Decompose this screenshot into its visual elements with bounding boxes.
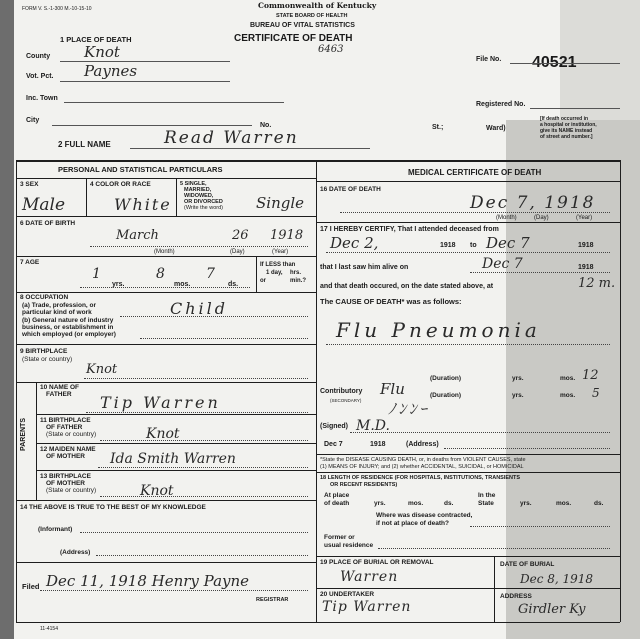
age-mos-label: mos. <box>174 281 191 288</box>
burial-date-label: DATE OF BURIAL <box>500 561 555 568</box>
father-birthplace-1: 11 BIRTHPLACE <box>40 417 91 424</box>
occupation-b3: which employed (or employer) <box>22 331 116 338</box>
undertaker-label: 20 UNDERTAKER <box>320 591 375 598</box>
county-label: County <box>26 53 51 60</box>
occupation-b2: business, or establishment in <box>22 324 114 331</box>
dod-month-caption: (Month) <box>496 215 517 221</box>
race-value: White <box>114 195 172 214</box>
file-number: 40521 <box>532 54 577 71</box>
dob-month: March <box>116 228 159 243</box>
hospital-note-2: a hospital or institution, <box>540 122 597 128</box>
contracted-label-1: Where was disease contracted, <box>376 512 473 519</box>
father-value: Tip Warren <box>100 393 221 412</box>
former-residence-label-1: Former or <box>324 534 355 541</box>
vot-pct-label: Vot. Pct. <box>26 73 54 80</box>
cause-note-1: *State the DISEASE CAUSING DEATH, or, in deaths from VIOLENT CAUSES, state <box>320 457 526 463</box>
marital-label-2: MARRIED, <box>184 187 212 193</box>
occupation-a2: particular kind of work <box>22 309 92 316</box>
place-of-death-label: 1 PLACE OF DEATH <box>60 35 132 44</box>
attend-to-year: 1918 <box>578 242 594 249</box>
residence-label-2: OR RECENT RESIDENTS) <box>330 482 398 488</box>
hospital-note-3: give its NAME instead <box>540 128 593 134</box>
burial-date-value: Dec 8, 1918 <box>520 572 594 586</box>
vot-pct-value: Paynes <box>84 62 138 80</box>
dod-year-caption: (Year) <box>576 215 593 221</box>
last-saw-label: that I last saw him alive on <box>320 264 409 271</box>
state-mos-label: mos. <box>556 500 572 507</box>
certificate-title: CERTIFICATE OF DEATH <box>234 33 353 44</box>
father-birthplace-value: Knot <box>146 426 180 442</box>
age-years: 1 <box>92 266 101 282</box>
contributory-label: Contributory <box>320 388 363 395</box>
registration-stamp: 6463 <box>318 44 344 55</box>
bureau-title: BUREAU OF VITAL STATISTICS <box>250 22 355 29</box>
signed-label: (Signed) <box>320 423 348 430</box>
age-label: 7 AGE <box>20 259 40 266</box>
birthplace-sub: (State or country) <box>22 356 73 363</box>
last-saw-value: Dec 7 <box>482 256 523 272</box>
physician-signature-flourish: ﾉﾝﾝｰ <box>388 400 431 418</box>
informant-label: (Informant) <box>38 526 73 533</box>
medical-heading: MEDICAL CERTIFICATE OF DEATH <box>408 168 542 177</box>
death-occurred-label: and that death occured, on the date stated above, at <box>320 283 494 290</box>
scan-edge-left <box>0 0 14 639</box>
footer-code: 11-4154 <box>40 626 58 632</box>
true-statement-label: 14 THE ABOVE IS TRUE TO THE BEST OF MY KNOWLEDGE <box>20 504 206 511</box>
age-yrs-label: yrs. <box>112 281 125 288</box>
contributory-yrs-label: yrs. <box>512 392 524 399</box>
certificate-date: Dec 7 <box>324 441 343 448</box>
cause-duration-mos: 12 <box>582 368 599 383</box>
undertaker-address-value: Girdler Ky <box>518 602 586 617</box>
dob-day: 26 <box>232 228 249 243</box>
full-name-value: Read Warren <box>164 128 299 148</box>
mother-birthplace-value: Knot <box>140 483 174 499</box>
certificate-year: 1918 <box>370 441 386 448</box>
burial-place-value: Warren <box>340 569 399 585</box>
no-label: No. <box>260 122 272 129</box>
dob-label: 6 DATE OF BIRTH <box>20 220 76 227</box>
undertaker-value: Tip Warren <box>322 599 412 615</box>
age-less-3: hrs. <box>290 270 302 276</box>
sex-label: 3 SEX <box>20 181 39 188</box>
marital-label-4: OR DIVORCED <box>184 199 223 205</box>
hospital-note-1: [If death occurred in <box>540 116 589 122</box>
contributory-mos-label: mos. <box>560 392 576 399</box>
dob-year-caption: (Year) <box>272 249 289 255</box>
age-ds-label: ds. <box>228 281 239 288</box>
occupation-b1: (b) General nature of industry <box>22 317 114 324</box>
age-days: 7 <box>206 266 215 282</box>
state-label: State <box>478 500 494 507</box>
registered-no-label: Registered No. <box>476 101 526 108</box>
father-label-2: FATHER <box>46 391 72 398</box>
cause-duration-label: (Duration) <box>430 375 462 382</box>
filed-label: Filed <box>22 582 40 591</box>
physician-address-label: (Address) <box>406 441 439 448</box>
age-less-5: min.? <box>290 278 306 284</box>
signed-value: M.D. <box>356 418 390 434</box>
residence-mos-label: mos. <box>408 500 424 507</box>
date-of-death-label: 16 DATE OF DEATH <box>320 186 381 193</box>
hospital-note-4: of street and number.] <box>540 134 593 140</box>
secondary-label: (SECONDARY) <box>330 398 362 403</box>
father-label-1: 10 NAME OF <box>40 384 80 391</box>
registrar-label: REGISTRAR <box>256 597 289 603</box>
attend-from-value: Dec 2, <box>330 234 379 252</box>
race-label: 4 COLOR OR RACE <box>90 181 151 188</box>
commonwealth-title: Commonwealth of Kentucky <box>258 1 377 10</box>
mother-birthplace-2: OF MOTHER <box>46 480 85 487</box>
attend-to-label: to <box>470 242 477 249</box>
county-value: Knot <box>84 43 120 61</box>
mother-birthplace-1: 13 BIRTHPLACE <box>40 473 91 480</box>
father-birthplace-2: OF FATHER <box>46 424 83 431</box>
sex-value: Male <box>22 195 66 215</box>
marital-label-5: (Write the word) <box>184 205 224 211</box>
ward-label: Ward) <box>486 125 506 132</box>
file-no-label: File No. <box>476 56 502 63</box>
cause-note-2: (1) MEANS OF INJURY; and (2) whether ACCIDENTAL, SUICIDAL, or HOMICIDAL <box>320 464 524 470</box>
residence-yrs-label: yrs. <box>374 500 386 507</box>
full-name-label: 2 FULL NAME <box>58 140 111 149</box>
state-ds-label: ds. <box>594 500 604 507</box>
cause-mos-label: mos. <box>560 375 576 382</box>
mother-birthplace-3: (State or country) <box>46 487 97 494</box>
state-yrs-label: yrs. <box>520 500 532 507</box>
last-saw-year: 1918 <box>578 264 594 271</box>
city-label: City <box>26 117 40 124</box>
contracted-label-2: if not at place of death? <box>376 520 449 527</box>
at-place-label-2: of death <box>324 500 350 507</box>
in-state-label: In the <box>478 492 496 499</box>
at-place-label-1: At place <box>324 492 350 499</box>
mother-value: Ida Smith Warren <box>110 451 236 467</box>
informant-address-label: (Address) <box>60 549 91 556</box>
dob-day-caption: (Day) <box>230 249 245 255</box>
contributory-duration-label: (Duration) <box>430 392 462 399</box>
inc-town-label: Inc. Town <box>26 95 58 102</box>
marital-value: Single <box>256 194 305 212</box>
occupation-label: 8 OCCUPATION <box>20 294 69 301</box>
marital-label-1: 5 SINGLE, <box>180 181 207 187</box>
former-residence-label-2: usual residence <box>324 542 374 549</box>
burial-place-label: 19 PLACE OF BURIAL OR REMOVAL <box>320 559 434 566</box>
residence-ds-label: ds. <box>444 500 454 507</box>
form-code: FORM V. S.-1-300 M.-10-15-10 <box>22 6 92 12</box>
age-less-1: If LESS than <box>260 262 296 268</box>
age-months: 8 <box>156 266 165 282</box>
personal-heading: PERSONAL AND STATISTICAL PARTICULARS <box>58 165 223 174</box>
mother-label-2: OF MOTHER <box>46 453 85 460</box>
age-less-2: 1 day, <box>266 270 283 276</box>
mother-label-1: 12 MAIDEN NAME <box>40 446 96 453</box>
board-title: STATE BOARD OF HEALTH <box>276 13 348 19</box>
dob-year: 1918 <box>270 228 304 243</box>
birthplace-label: 9 BIRTHPLACE <box>20 348 68 355</box>
dod-day-caption: (Day) <box>534 215 549 221</box>
contributory-duration-mos: 5 <box>592 386 600 400</box>
attend-to-value: Dec 7 <box>486 234 530 252</box>
cause-value: Flu Pneumonia <box>336 318 541 342</box>
death-time: 12 m. <box>578 276 616 291</box>
occupation-value: Child <box>170 299 229 318</box>
contributory-value: Flu <box>380 380 405 398</box>
filed-value: Dec 11, 1918 Henry Payne <box>46 572 250 590</box>
residence-label-1: 18 LENGTH OF RESIDENCE (FOR HOSPITALS, INSTITUTIONS, TRANSIENTS <box>320 475 521 481</box>
undertaker-address-label: ADDRESS <box>500 593 532 600</box>
certify-label: 17 I HEREBY CERTIFY, That I attended deceased from <box>320 226 499 233</box>
birthplace-value: Knot <box>86 362 118 377</box>
age-less-4: or <box>260 278 266 284</box>
date-of-death-value: Dec 7, 1918 <box>470 193 596 213</box>
parents-label: PARENTS <box>20 418 27 451</box>
attend-from-year: 1918 <box>440 242 456 249</box>
marital-label-3: WIDOWED, <box>184 193 214 199</box>
occupation-a1: (a) Trade, profession, or <box>22 302 97 309</box>
dob-month-caption: (Month) <box>154 249 175 255</box>
cause-yrs-label: yrs. <box>512 375 524 382</box>
st-label: St.; <box>432 124 444 131</box>
cause-label: The CAUSE OF DEATH* was as follows: <box>320 297 462 306</box>
father-birthplace-3: (State or country) <box>46 431 97 438</box>
